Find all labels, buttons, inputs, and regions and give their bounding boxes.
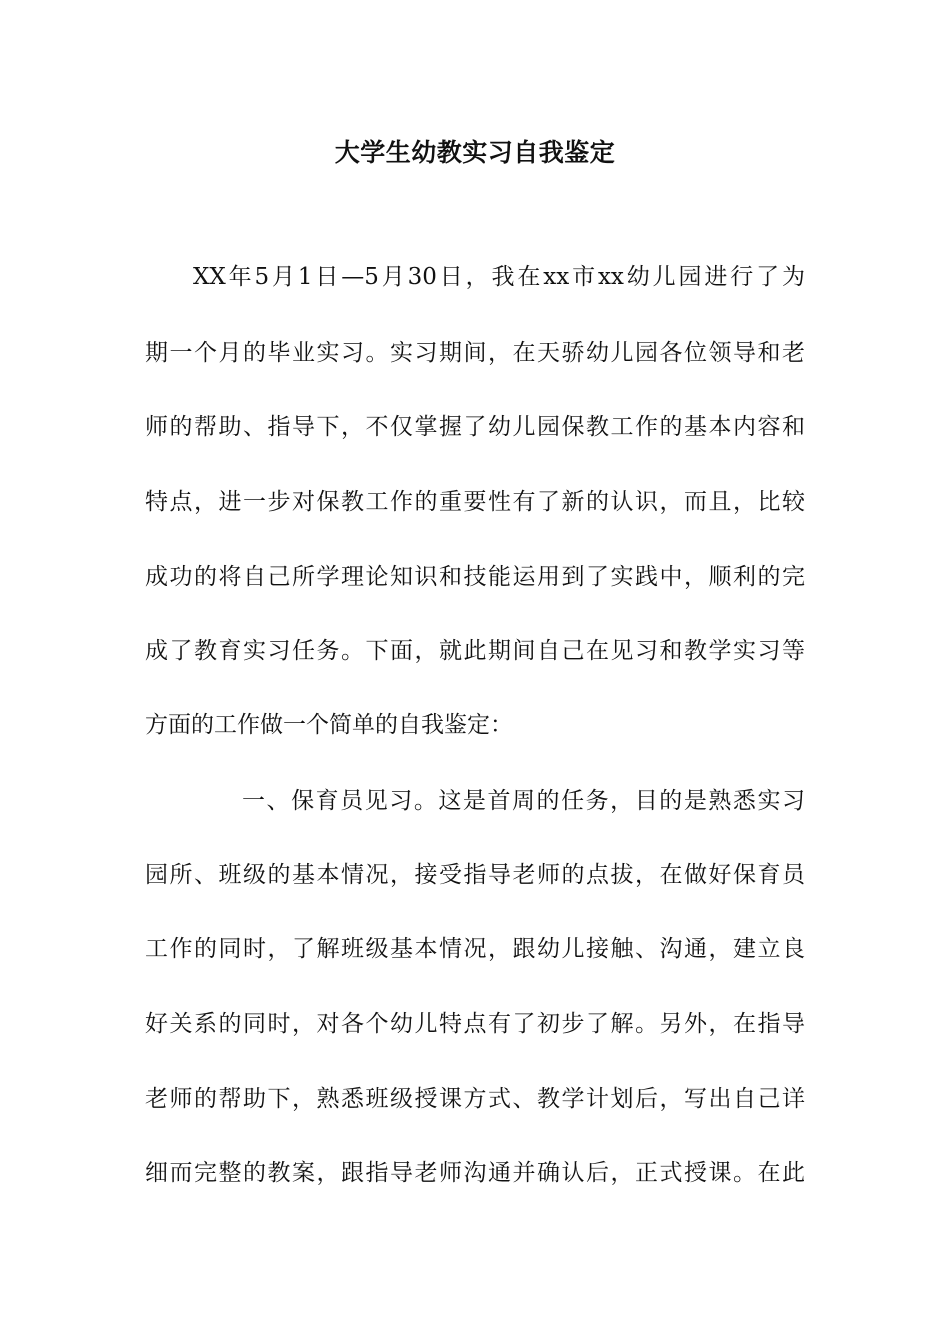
- paragraph-line: 一、保育员见习。这是首周的任务，目的是熟悉实习: [242, 788, 805, 814]
- paragraph-line: 方面的工作做一个简单的自我鉴定：: [145, 712, 513, 738]
- paragraph-line: 期一个月的毕业实习。实习期间，在天骄幼儿园各位领导和老: [145, 340, 805, 366]
- paragraph-line: XX年5月1日—5月30日，我在xx市xx幼儿园进行了为: [193, 264, 805, 290]
- paragraph-line: 工作的同时，了解班级基本情况，跟幼儿接触、沟通，建立良: [145, 936, 805, 962]
- paragraph-line: 特点，进一步对保教工作的重要性有了新的认识，而且，比较: [145, 489, 805, 515]
- paragraph-line: 成了教育实习任务。下面，就此期间自己在见习和教学实习等: [145, 638, 805, 664]
- paragraph-line: 师的帮助、指导下，不仅掌握了幼儿园保教工作的基本内容和: [145, 414, 805, 440]
- paragraph-line: 成功的将自己所学理论知识和技能运用到了实践中，顺利的完: [145, 564, 805, 590]
- paragraph-line: 细而完整的教案，跟指导老师沟通并确认后，正式授课。在此: [145, 1160, 805, 1186]
- paragraph-line: 好关系的同时，对各个幼儿特点有了初步了解。另外，在指导: [145, 1011, 805, 1037]
- document-title: 大学生幼教实习自我鉴定: [334, 138, 616, 167]
- paragraph-line: 园所、班级的基本情况，接受指导老师的点拔，在做好保育员: [145, 862, 805, 888]
- paragraph-line: 老师的帮助下，熟悉班级授课方式、教学计划后，写出自己详: [145, 1086, 805, 1112]
